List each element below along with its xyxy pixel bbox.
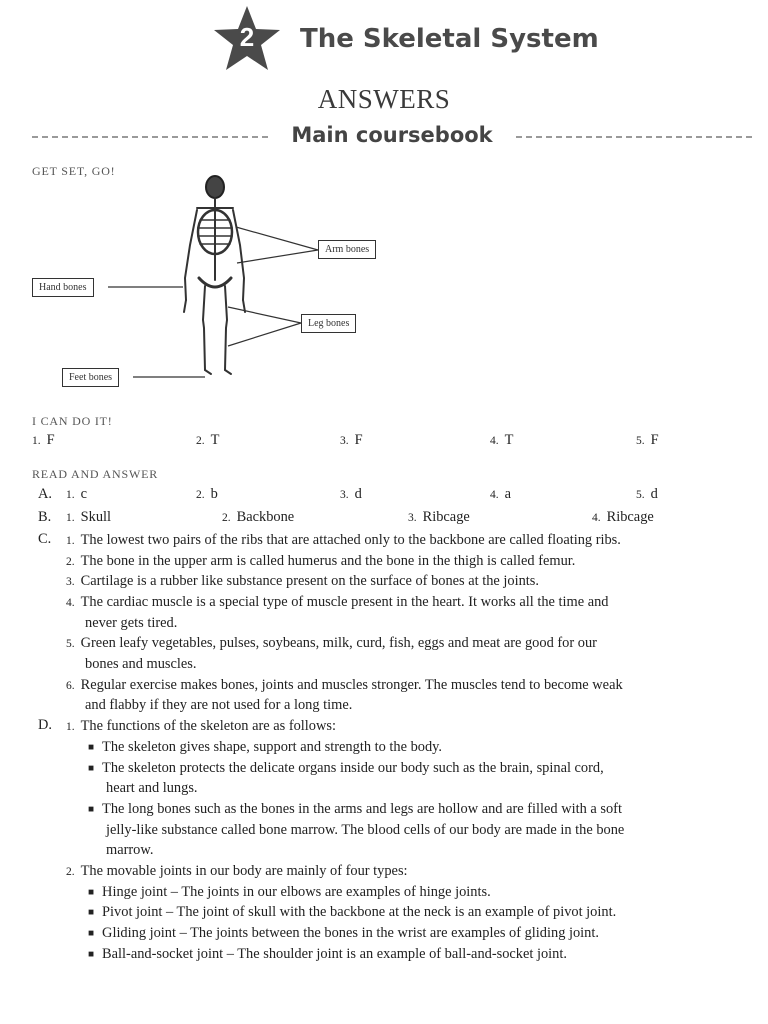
answer-line-continued: never gets tired. — [85, 615, 178, 631]
chapter-number: 2 — [239, 22, 255, 52]
question-letter-a: A. — [38, 486, 52, 502]
answers-heading: ANSWERS — [317, 84, 451, 114]
section-heading-get-set-go: GET SET, GO! — [32, 164, 116, 178]
section-heading-read-and-answer: READ AND ANSWER — [32, 467, 159, 481]
bullet-item: ■ Gliding joint – The joints between the bones in the wrist are examples of gliding joint. — [88, 925, 599, 941]
bullet-item: ■ Ball-and-socket joint – The shoulder joint is an example of ball-and-socket joint. — [88, 946, 567, 962]
label-leg-bones: Leg bones — [301, 314, 356, 333]
skeleton-figure — [184, 176, 245, 374]
question-letter-c: C. — [38, 531, 52, 547]
answer-line: 2. The bone in the upper arm is called humerus and the bone in the thigh is called femur. — [66, 553, 576, 569]
answer-line-continued: bones and muscles. — [85, 656, 197, 672]
answer-line-continued: and flabby if they are not used for a long time. — [85, 697, 353, 713]
answer-line: 4. The cardiac muscle is a special type of muscle present in the heart. It works all the time and — [66, 594, 609, 610]
question-letter-b: B. — [38, 509, 52, 525]
bullet-item-continued: marrow. — [106, 842, 154, 858]
answer-line: 1. The lowest two pairs of the ribs that are attached only to the backbone are called floating ribs. — [66, 532, 621, 548]
answer-item: 2. b — [196, 486, 218, 502]
divider-right — [516, 136, 752, 138]
answer-item: 4. Ribcage — [592, 509, 654, 525]
bullet-item: ■ The long bones such as the bones in the arms and legs are hollow and are filled with a soft — [88, 801, 622, 817]
answer-line: 6. Regular exercise makes bones, joints and muscles stronger. The muscles tend to become weak — [66, 677, 623, 693]
answer-item: 4. a — [490, 486, 512, 502]
answer-item: 3. Ribcage — [408, 509, 470, 525]
subheading: Main coursebook — [291, 123, 493, 147]
answer-line: 3. Cartilage is a rubber like substance present on the surface of bones at the joints. — [66, 573, 539, 589]
answer-line: 1. The functions of the skeleton are as follows: — [66, 718, 336, 734]
answer-line: 5. Green leafy vegetables, pulses, soybeans, milk, curd, fish, eggs and meat are good for our — [66, 635, 597, 651]
answer-item: 3. d — [340, 486, 362, 502]
answer-item: 1. Skull — [66, 509, 112, 525]
answer-item: 2. Backbone — [222, 509, 295, 525]
answer-line: 2. The movable joints in our body are mainly of four types: — [66, 863, 408, 879]
answer-item: 1. c — [66, 486, 88, 502]
bullet-item: ■ Hinge joint – The joints in our elbows are examples of hinge joints. — [88, 884, 491, 900]
label-hand-bones: Hand bones — [32, 278, 94, 297]
section-heading-i-can-do-it: I CAN DO IT! — [32, 414, 113, 428]
question-letter-d: D. — [38, 717, 52, 733]
answer-item: 1. F — [32, 432, 55, 448]
chapter-title: The Skeletal System — [300, 24, 599, 54]
bullet-item-continued: jelly-like substance called bone marrow. The blood cells of our body are made in the bone — [106, 822, 625, 838]
bullet-item: ■ The skeleton gives shape, support and strength to the body. — [88, 739, 443, 755]
answer-item: 5. F — [636, 432, 659, 448]
pointer-lines — [108, 227, 318, 377]
bullet-item: ■ Pivot joint – The joint of skull with the backbone at the neck is an example of pivot joint. — [88, 904, 617, 920]
answer-item: 2. T — [196, 432, 220, 448]
bullet-item-continued: heart and lungs. — [106, 780, 198, 796]
label-feet-bones: Feet bones — [62, 368, 119, 387]
divider-left — [32, 136, 268, 138]
answer-item: 5. d — [636, 486, 658, 502]
answer-item: 4. T — [490, 432, 514, 448]
label-arm-bones: Arm bones — [318, 240, 376, 259]
answer-item: 3. F — [340, 432, 363, 448]
bullet-item: ■ The skeleton protects the delicate organs inside our body such as the brain, spinal cord, — [88, 760, 604, 776]
